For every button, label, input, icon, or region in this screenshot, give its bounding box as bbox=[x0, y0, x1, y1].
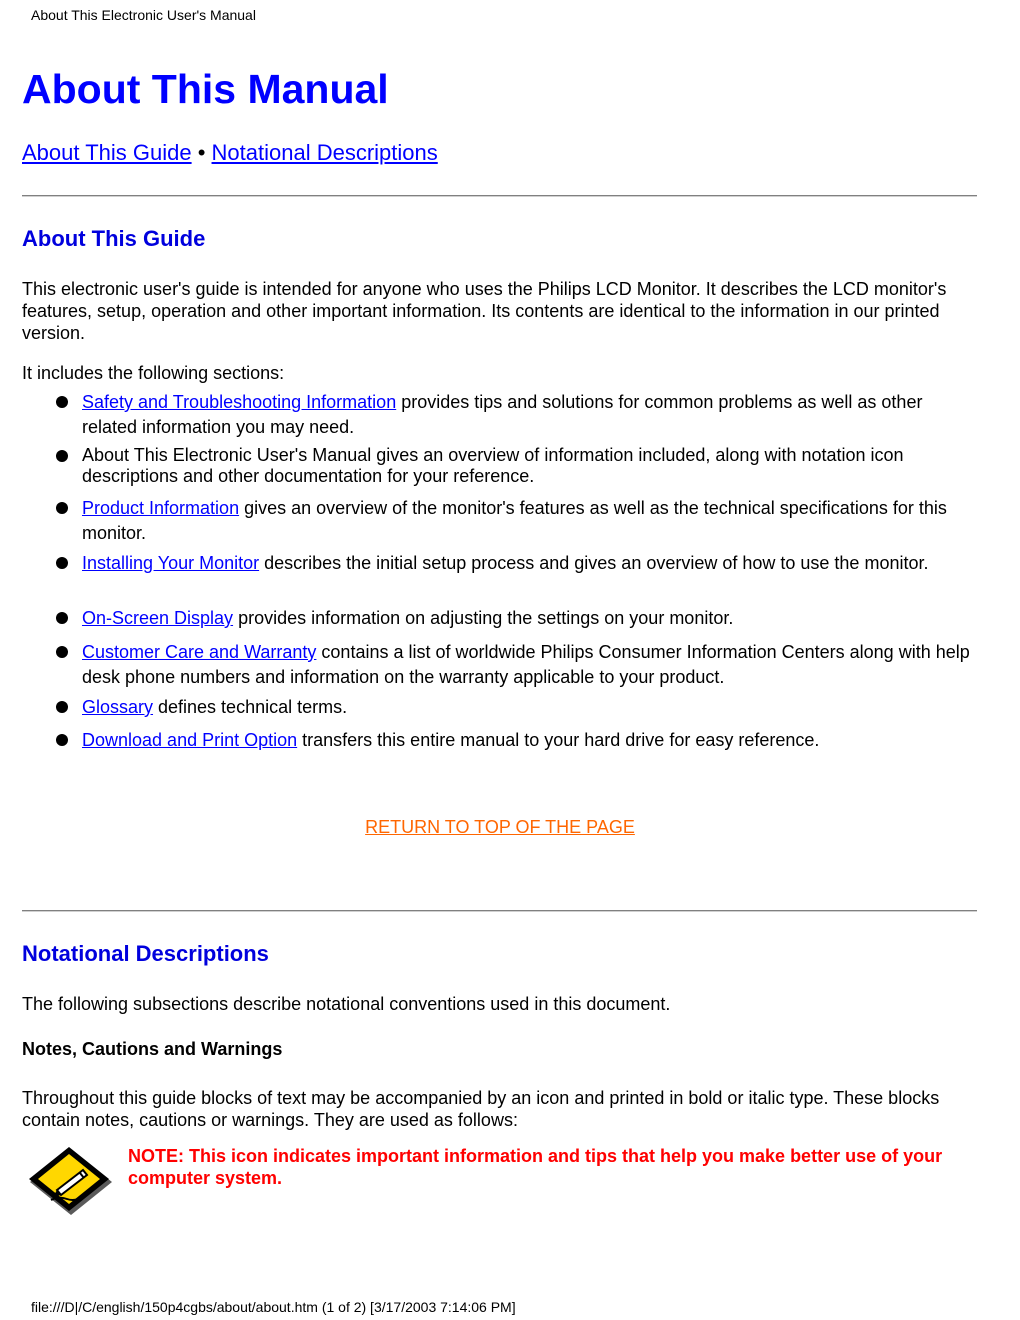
nav-link-notational-descriptions[interactable]: Notational Descriptions bbox=[211, 140, 438, 165]
list-item bbox=[56, 551, 980, 576]
section-heading-about-guide: About This Guide bbox=[22, 226, 206, 251]
nav-separator: • bbox=[191, 140, 212, 165]
sections-lead: It includes the following sections: bbox=[22, 363, 285, 383]
about-guide-intro: This electronic user's guide is intended for anyone who uses the Philips LCD Monitor. It describes the LCD monitor's features, setup, operation and other important information. Its contents are identical to the information in our printed version. bbox=[22, 279, 947, 343]
nav-link-about-guide[interactable]: About This Guide bbox=[22, 140, 192, 165]
bullet-icon bbox=[56, 557, 68, 569]
link-customer-care-warranty[interactable]: Customer Care and Warranty bbox=[82, 642, 317, 662]
list-item bbox=[56, 496, 980, 546]
notational-intro: The following subsections describe notational conventions used in this document. bbox=[22, 994, 671, 1014]
divider bbox=[22, 910, 977, 912]
return-to-top-link[interactable]: RETURN TO TOP OF THE PAGE bbox=[365, 817, 635, 837]
bullet-icon bbox=[56, 701, 68, 713]
list-item-text: contains a list of worldwide Philips Consumer Information Centers along with help desk phone numbers and information on the warranty applicable to your product. bbox=[82, 642, 970, 687]
list-item-text: describes the initial setup process and gives an overview of how to use the monitor. bbox=[259, 553, 929, 573]
list-item bbox=[56, 640, 980, 690]
divider bbox=[22, 195, 977, 197]
link-glossary[interactable]: Glossary bbox=[82, 697, 154, 717]
list-item-text: defines technical terms. bbox=[153, 697, 348, 717]
list-item bbox=[56, 695, 980, 720]
section-nav bbox=[22, 139, 438, 167]
bullet-icon bbox=[56, 734, 68, 746]
bullet-icon bbox=[56, 612, 68, 624]
list-item-text: gives an overview of the monitor's features as well as the technical specifications for this monitor. bbox=[82, 498, 947, 543]
link-safety-troubleshooting[interactable]: Safety and Troubleshooting Information bbox=[82, 392, 397, 412]
print-footer: file:///D|/C/english/150p4cgbs/about/about.htm (1 of 2) [3/17/2003 7:14:06 PM] bbox=[31, 1299, 516, 1315]
notational-body: Throughout this guide blocks of text may be accompanied by an icon and printed in bold or italic type. These blocks contain notes, cautions or warnings. They are used as follows: bbox=[22, 1088, 940, 1130]
print-header: About This Electronic User's Manual bbox=[31, 7, 256, 23]
list-item bbox=[56, 606, 980, 631]
section-heading-notational-descriptions: Notational Descriptions bbox=[22, 941, 269, 966]
subheading-notes-cautions-warnings: Notes, Cautions and Warnings bbox=[22, 1039, 283, 1059]
list-item-text: provides information on adjusting the settings on your monitor. bbox=[233, 608, 734, 628]
link-on-screen-display[interactable]: On-Screen Display bbox=[82, 608, 234, 628]
list-item-text: provides tips and solutions for common problems as well as other related information you may need. bbox=[82, 392, 923, 437]
link-download-print[interactable]: Download and Print Option bbox=[82, 730, 298, 750]
return-to-top bbox=[0, 815, 1000, 839]
link-installing-monitor[interactable]: Installing Your Monitor bbox=[82, 553, 260, 573]
note-pencil-warning-icon bbox=[27, 1146, 115, 1218]
list-item bbox=[56, 445, 980, 487]
list-item-text: transfers this entire manual to your hard drive for easy reference. bbox=[297, 730, 820, 750]
list-item-text: About This Electronic User's Manual gives an overview of information included, along with notation icon descriptions and other documentation for your reference. bbox=[82, 445, 904, 486]
bullet-icon bbox=[56, 396, 68, 408]
note-text: NOTE: This icon indicates important information and tips that help you make better use of your computer system. bbox=[128, 1146, 943, 1188]
bullet-icon bbox=[56, 646, 68, 658]
list-item bbox=[56, 390, 980, 440]
bullet-icon bbox=[56, 502, 68, 514]
bullet-icon bbox=[56, 450, 68, 462]
list-item bbox=[56, 728, 980, 753]
page-title: About This Manual bbox=[22, 66, 389, 112]
link-product-information[interactable]: Product Information bbox=[82, 498, 240, 518]
